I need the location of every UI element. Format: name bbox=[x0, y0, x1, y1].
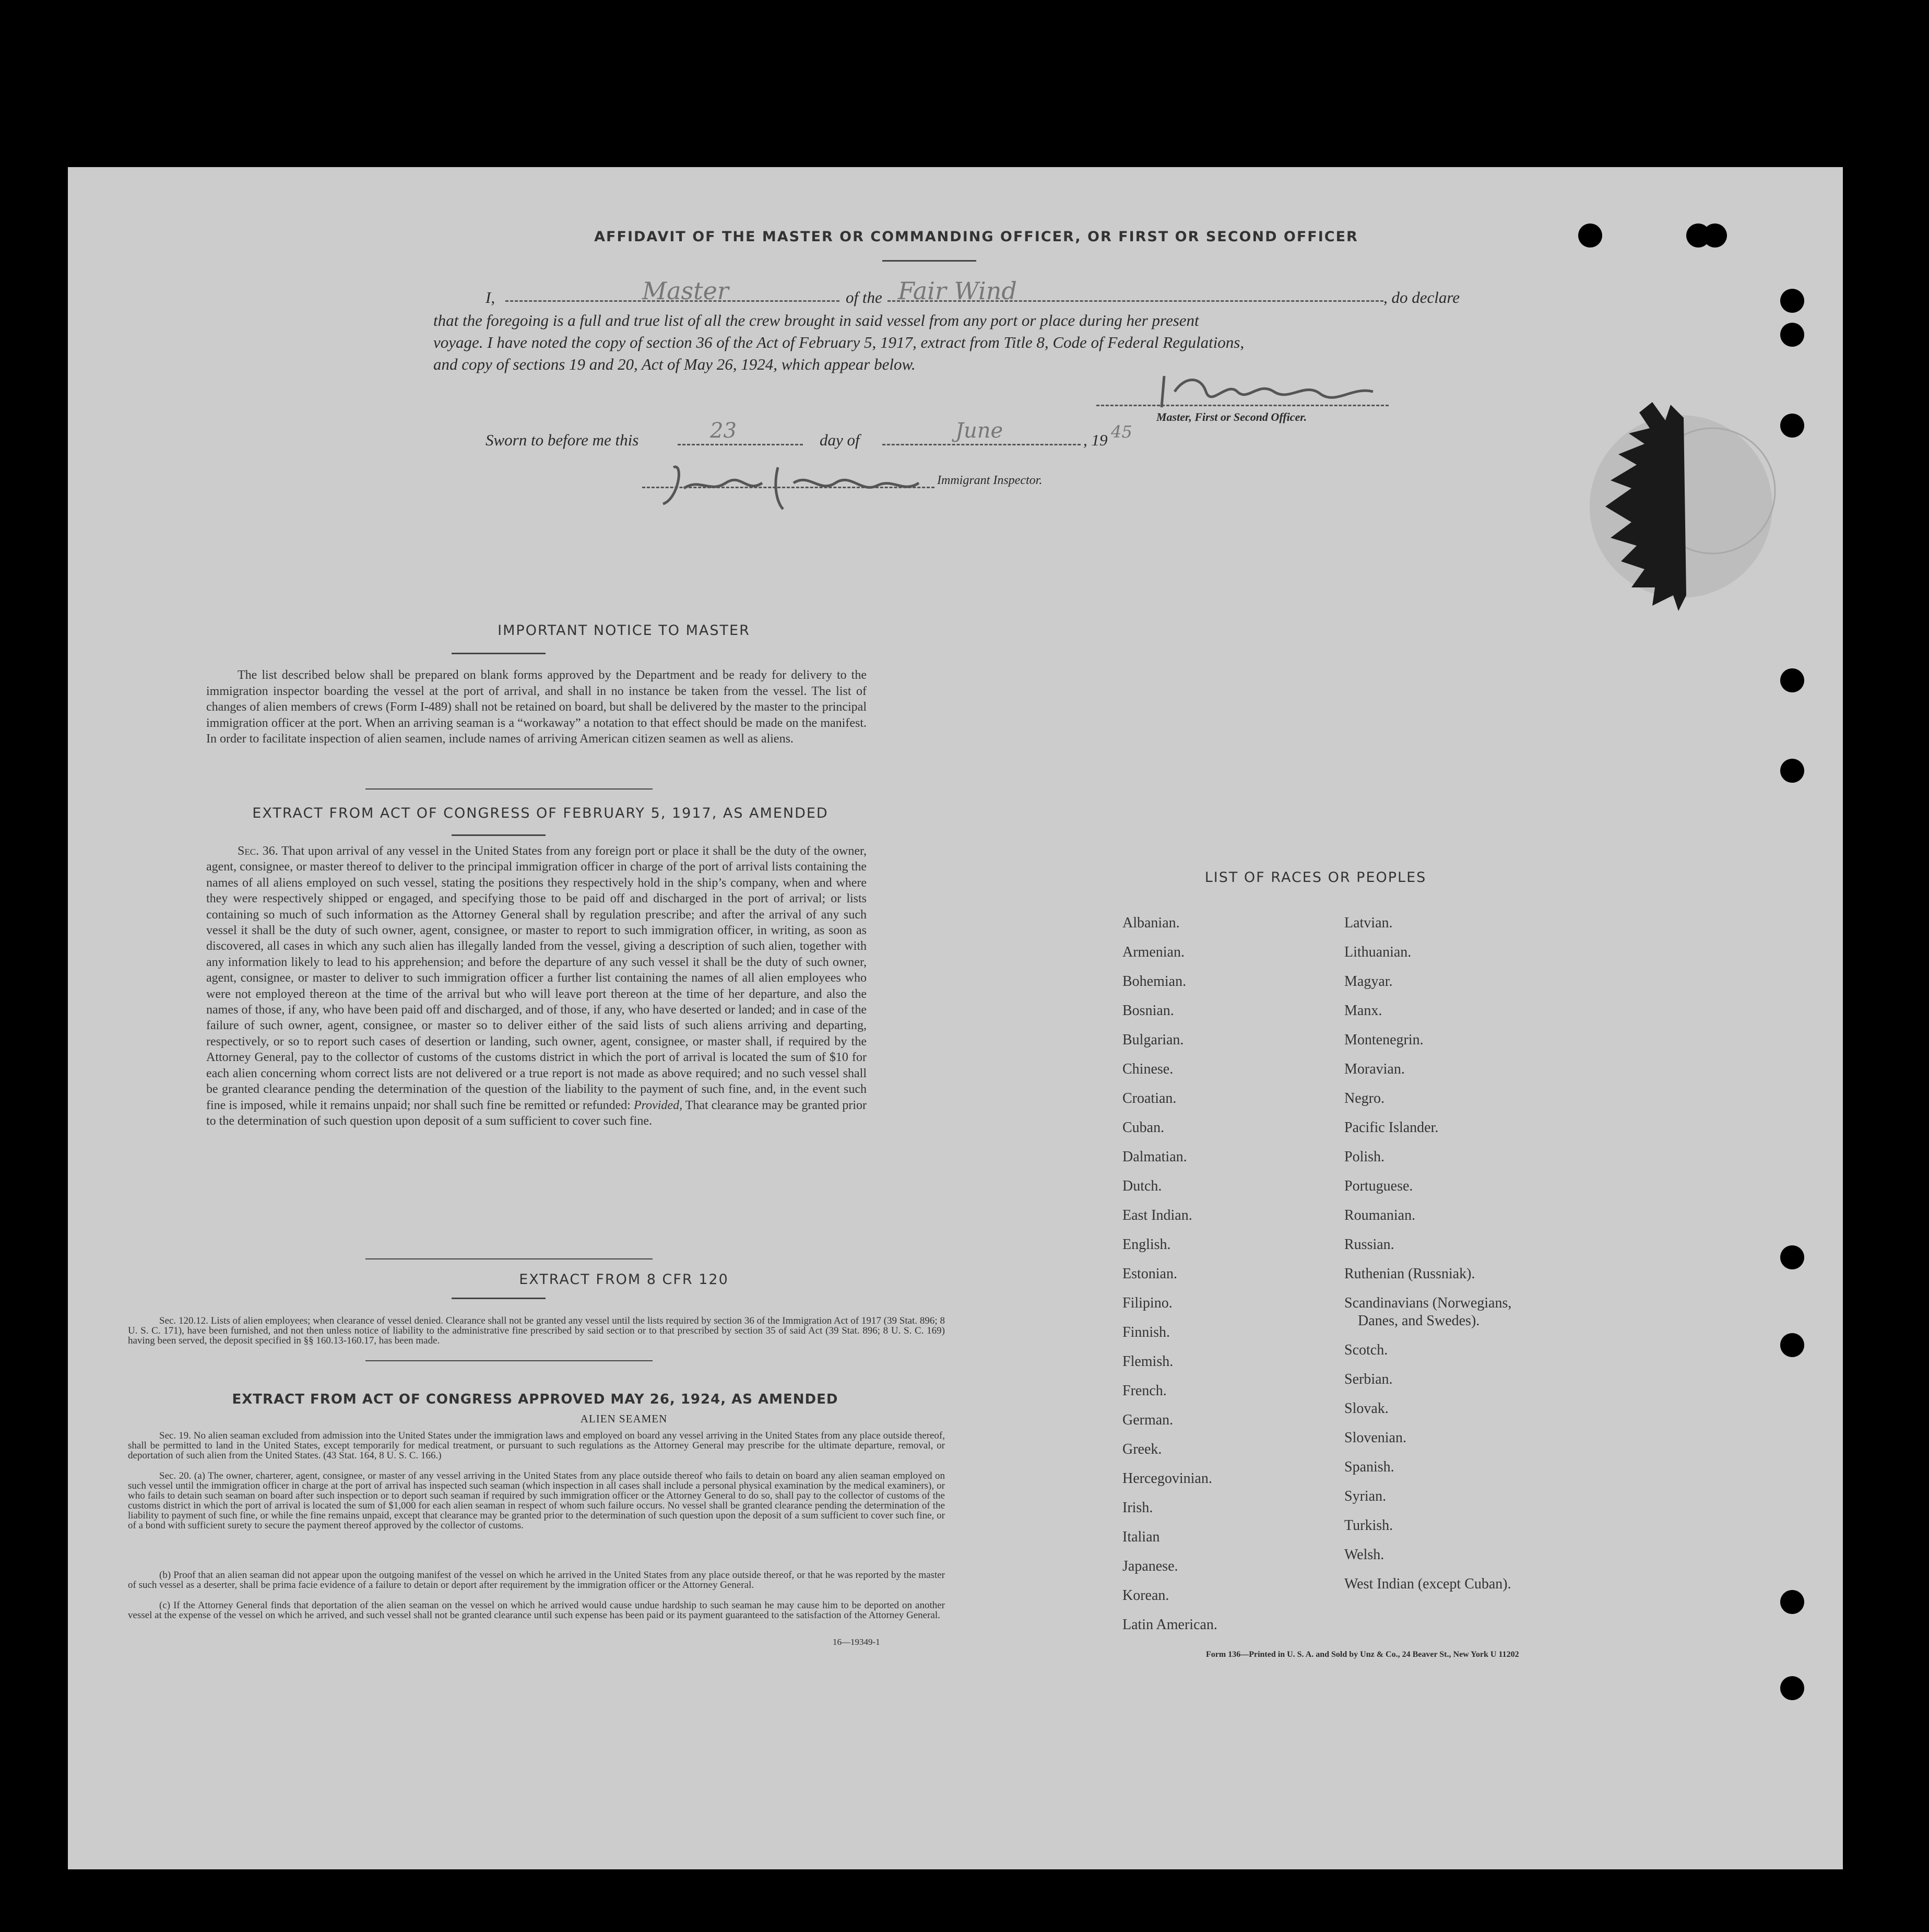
race-item: Albanian. bbox=[1122, 915, 1180, 931]
handwritten-vessel: Fair Wind bbox=[898, 277, 1017, 305]
race-item: Hercegovinian. bbox=[1122, 1470, 1212, 1487]
race-item: Filipino. bbox=[1122, 1295, 1173, 1311]
sec-36-text: That upon arrival of any vessel in the United States from any foreign port or place it shall be the duty of the owner, agent, consignee, or master thereof to deliver to the principal immigration officer in charge of the port of arrival lists containing the names of all aliens employed on such vessel, stating the positions they respectively hold in the ship’s company, when and where they were respectively shipped or engaged, and specifying those to be paid off and discharged in the port of arrival; or lists containing so much of such information as the Attorney General shall by regulation prescribe; and after the arrival of any such vessel it shall be the duty of such owner, agent, consignee, or master to report to such immigration officer, in writing, as soon as discovered, all cases in which any such alien has illegally landed from the vessel, giving a description of such alien, together with any information likely to lead to his apprehension; and before the departure of any such vessel it shall be the duty of such owner, agent, consignee, or master to deliver to such immigration officer a further list containing the names of all alien employees who were not employed thereon at the time of the arrival but who will leave port thereon at the time of her departure, and also the names of those, if any, who have been paid off and discharged, and of those, if any, who have deserted or landed; and in case of the failure of such owner, agent, consignee, or master so to deliver either of the said lists of such aliens arriving and departing, respectively, or so to report such cases of desertion or landing, such owner, agent, consignee, or master shall, if required by the Attorney General, pay to the collector of customs of the customs district in which the port of arrival is located the sum of $10 for each alien concerning whom correct lists are not delivered or a true report is not made as above required; and no such vessel shall be granted clearance pending the determination of the question of the liability to the payment of such fine, and, in the event such fine is imposed, while it remains unpaid; nor shall such fine be remitted or refunded: bbox=[206, 844, 867, 1112]
notice-divider bbox=[365, 788, 653, 790]
notary-seal bbox=[1582, 397, 1780, 616]
handwritten-month: June bbox=[955, 419, 1003, 443]
race-item: Latin American. bbox=[1122, 1617, 1217, 1633]
race-item: Dalmatian. bbox=[1122, 1149, 1187, 1165]
handwritten-year: 45 bbox=[1111, 422, 1132, 442]
sec-36-text-end: That clearance may be granted prior to the determination of such question upon deposit of a sum sufficient to cover such fine. bbox=[206, 1098, 867, 1128]
race-item: Croatian. bbox=[1122, 1090, 1177, 1106]
punch-hole bbox=[1780, 668, 1804, 692]
race-item: Montenegrin. bbox=[1344, 1032, 1424, 1048]
race-item: Dutch. bbox=[1122, 1178, 1162, 1194]
race-item: Welsh. bbox=[1344, 1547, 1384, 1563]
punch-hole bbox=[1780, 1333, 1804, 1357]
extract-1917-title: EXTRACT FROM ACT OF CONGRESS OF FEBRUARY 5, 1917, AS AMENDED bbox=[252, 805, 829, 821]
punch-hole bbox=[1780, 289, 1804, 313]
cfr-title: EXTRACT FROM 8 CFR 120 bbox=[519, 1271, 729, 1288]
race-item: Armenian. bbox=[1122, 944, 1185, 960]
sec-19-text: Sec. 19. No alien seaman excluded from admission into the United States under the immigration laws and employed on board any vessel arriving in the United States from any place outside thereof, shall be permitted to land in the United States, except temporarily for medical treatment, or pursuant to such regulations as the Attorney General may prescribe for the ultimate departure, removal, or deportation of such alien from the United States. (43 Stat. 164, 8 U. S. C. 166.) bbox=[128, 1430, 945, 1461]
month-blank bbox=[882, 444, 1081, 445]
race-item: Moravian. bbox=[1344, 1061, 1405, 1077]
document-page bbox=[68, 167, 1843, 1869]
notice-body: The list described below shall be prepared on blank forms approved by the Department and be ready for delivery to the immigration inspector boarding the vessel at the port of arrival, and shall in no instance be taken from the vessel. The list of changes of alien members of crews (Form I-489) shall not be retained on board, but shall be delivered by the master to the principal immigration officer at the port. When an arriving seaman is a “workaway” a notation to that effect should be made on the manifest. In order to facilitate inspection of alien seamen, include names of arriving American citizen seamen as well as aliens. bbox=[206, 668, 867, 746]
handwritten-day: 23 bbox=[710, 419, 737, 443]
inspector-caption: Immigrant Inspector. bbox=[937, 474, 1043, 487]
race-item: Manx. bbox=[1344, 1003, 1382, 1019]
extract-1924-subtitle: ALIEN SEAMEN bbox=[580, 1412, 668, 1425]
of-the-label: of the bbox=[846, 288, 882, 307]
race-item: Danes, and Swedes). bbox=[1358, 1313, 1480, 1329]
race-item: Syrian. bbox=[1344, 1488, 1387, 1504]
extract-1917-underline bbox=[452, 834, 546, 836]
cfr-body: Sec. 120.12. Lists of alien employees; when clearance of vessel denied. Clearance shall not be granted any vessel until the lists required by section 36 of the Immigration Act of 1917 (39 Stat. 896; 8 U. S. C. 171), have been furnished, and not then unless notice of liability to the administrative fine prescribed by said section or to that prescribed by section 35 of said Act (39 Stat. 896; 8 U. S. C. 169) having been served, the deposit specified in §§ 160.13-160.17, has been made. bbox=[128, 1315, 945, 1346]
race-item: Slovenian. bbox=[1344, 1430, 1406, 1446]
races-title: LIST OF RACES OR PEOPLES bbox=[1204, 869, 1427, 886]
race-item: Chinese. bbox=[1122, 1061, 1174, 1077]
race-item: Turkish. bbox=[1344, 1517, 1393, 1534]
sworn-label: Sworn to before me this bbox=[486, 431, 639, 449]
race-item: Latvian. bbox=[1344, 915, 1393, 931]
punch-hole bbox=[1780, 414, 1804, 438]
race-item: Finnish. bbox=[1122, 1324, 1170, 1340]
race-item: Pacific Islander. bbox=[1344, 1120, 1439, 1136]
race-item: Spanish. bbox=[1344, 1459, 1394, 1475]
notice-title: IMPORTANT NOTICE TO MASTER bbox=[498, 622, 750, 639]
day-blank bbox=[678, 444, 803, 445]
provided-label: Provided, bbox=[633, 1098, 683, 1112]
cfr-underline bbox=[452, 1298, 546, 1299]
race-item: Russian. bbox=[1344, 1236, 1394, 1253]
cfr-divider bbox=[365, 1360, 653, 1361]
form-code: 16—19349-1 bbox=[833, 1637, 880, 1647]
race-item: German. bbox=[1122, 1412, 1174, 1428]
race-item: English. bbox=[1122, 1236, 1171, 1253]
printer-footer: Form 136—Printed in U. S. A. and Sold by Unz & Co., 24 Beaver St., New York U 11202 bbox=[1206, 1650, 1519, 1659]
sec-20a-text: Sec. 20. (a) The owner, charterer, agent, consignee, or master of any vessel arriving in the United States from any place outside thereof who fails to detain on board any alien seaman employed on such vessel until the immigration officer in charge at the port of arrival has inspected such seaman (which inspection in all cases shall include a personal physical examination by the medical examiners), or who fails to detain such seaman on board after such inspection or to deport such seaman if required by such immigration officer or the Attorney General to do so, shall pay to the collector of customs of the customs district in which the port of arrival is located the sum of $1,000 for each alien seaman in respect of whom such failure occurs. No vessel shall be granted clearance pending the determination of the liability to payment of such fine, or while the fine remains unpaid, except that clearance may be granted prior to the determination of such question upon the deposit of a sum sufficient to cover such fine, or of a bond with sufficient surety to secure the payment thereof approved by the collector of customs. bbox=[128, 1470, 945, 1531]
races-column-2 bbox=[1344, 909, 1511, 1599]
extract-1917-divider bbox=[365, 1258, 653, 1259]
race-item: Roumanian. bbox=[1344, 1207, 1416, 1223]
notice-underline bbox=[452, 653, 546, 654]
punch-hole bbox=[1703, 223, 1727, 248]
race-item: Italian bbox=[1122, 1529, 1160, 1545]
punch-hole bbox=[1578, 223, 1602, 248]
extract-1917-body bbox=[206, 843, 867, 1129]
sec-20b-text: (b) Proof that an alien seaman did not appear upon the outgoing manifest of the vessel on which he arrived in the United States from any place outside thereof, or that he was reported by the master of such vessel as a deserter, shall be prima facie evidence of a failure to detain or deport after requirement by the immigration officer or the Attorney General. bbox=[128, 1570, 945, 1591]
race-item: Portuguese. bbox=[1344, 1178, 1413, 1194]
race-item: Estonian. bbox=[1122, 1266, 1177, 1282]
affidavit-line2: that the foregoing is a full and true list of all the crew brought in said vessel from any port or place during her present bbox=[433, 311, 1199, 329]
punch-hole bbox=[1780, 1590, 1804, 1614]
race-item: Negro. bbox=[1344, 1090, 1384, 1106]
sec-20c-text: (c) If the Attorney General finds that deportation of the alien seaman on the vessel on which he arrived would cause undue hardship to such seaman he may cause him to be deported on another vessel at the expense of the vessel on which he arrived, and such vessel shall not be granted clearance until such expense has been paid or its payment guaranteed to the satisfaction of the Attorney General. bbox=[128, 1600, 945, 1621]
race-item: Bosnian. bbox=[1122, 1003, 1174, 1019]
race-item: Cuban. bbox=[1122, 1120, 1165, 1136]
master-signature bbox=[1154, 371, 1404, 413]
punch-hole bbox=[1780, 1245, 1804, 1269]
race-item: Ruthenian (Russniak). bbox=[1344, 1266, 1475, 1282]
extract-1924-title: EXTRACT FROM ACT OF CONGRESS APPROVED MAY 26, 1924, AS AMENDED bbox=[232, 1392, 838, 1407]
race-item: Polish. bbox=[1344, 1149, 1385, 1165]
race-item: Flemish. bbox=[1122, 1353, 1174, 1370]
race-item: Bohemian. bbox=[1122, 973, 1187, 989]
title-underline bbox=[882, 260, 976, 262]
sec-36-label: Sec. 36. bbox=[238, 844, 278, 858]
race-item: Lithuanian. bbox=[1344, 944, 1412, 960]
race-item: Scotch. bbox=[1344, 1342, 1388, 1358]
handwritten-name: Master bbox=[642, 277, 729, 305]
year-prefix: , 19 bbox=[1083, 431, 1108, 449]
punch-hole bbox=[1780, 323, 1804, 347]
affidavit-title: AFFIDAVIT OF THE MASTER OR COMMANDING OFFICER, OR FIRST OR SECOND OFFICER bbox=[594, 229, 1358, 245]
race-item: Magyar. bbox=[1344, 973, 1393, 989]
race-item: Japanese. bbox=[1122, 1558, 1178, 1574]
race-item: French. bbox=[1122, 1383, 1167, 1399]
inspector-signature bbox=[642, 457, 955, 514]
punch-hole bbox=[1780, 1676, 1804, 1700]
do-declare: , do declare bbox=[1383, 288, 1460, 307]
race-item: Greek. bbox=[1122, 1441, 1162, 1457]
race-item: Slovak. bbox=[1344, 1400, 1389, 1417]
races-column-1 bbox=[1122, 909, 1217, 1640]
affidavit-line4: and copy of sections 19 and 20, Act of May 26, 1924, which appear below. bbox=[433, 355, 916, 373]
day-of-label: day of bbox=[820, 431, 860, 449]
race-item: Korean. bbox=[1122, 1587, 1169, 1604]
race-item: Bulgarian. bbox=[1122, 1032, 1184, 1048]
race-item: East Indian. bbox=[1122, 1207, 1192, 1223]
punch-hole bbox=[1780, 759, 1804, 783]
race-item: Irish. bbox=[1122, 1500, 1153, 1516]
race-item: Serbian. bbox=[1344, 1371, 1393, 1387]
race-item: Scandinavians (Norwegians, bbox=[1344, 1295, 1512, 1311]
affidavit-i: I, bbox=[486, 288, 495, 307]
race-item: West Indian (except Cuban). bbox=[1344, 1576, 1511, 1592]
signature-caption: Master, First or Second Officer. bbox=[1156, 410, 1307, 423]
affidavit-line3: voyage. I have noted the copy of section 36 of the Act of February 5, 1917, extract from Title 8, Code of Federal Regulations, bbox=[433, 333, 1245, 351]
